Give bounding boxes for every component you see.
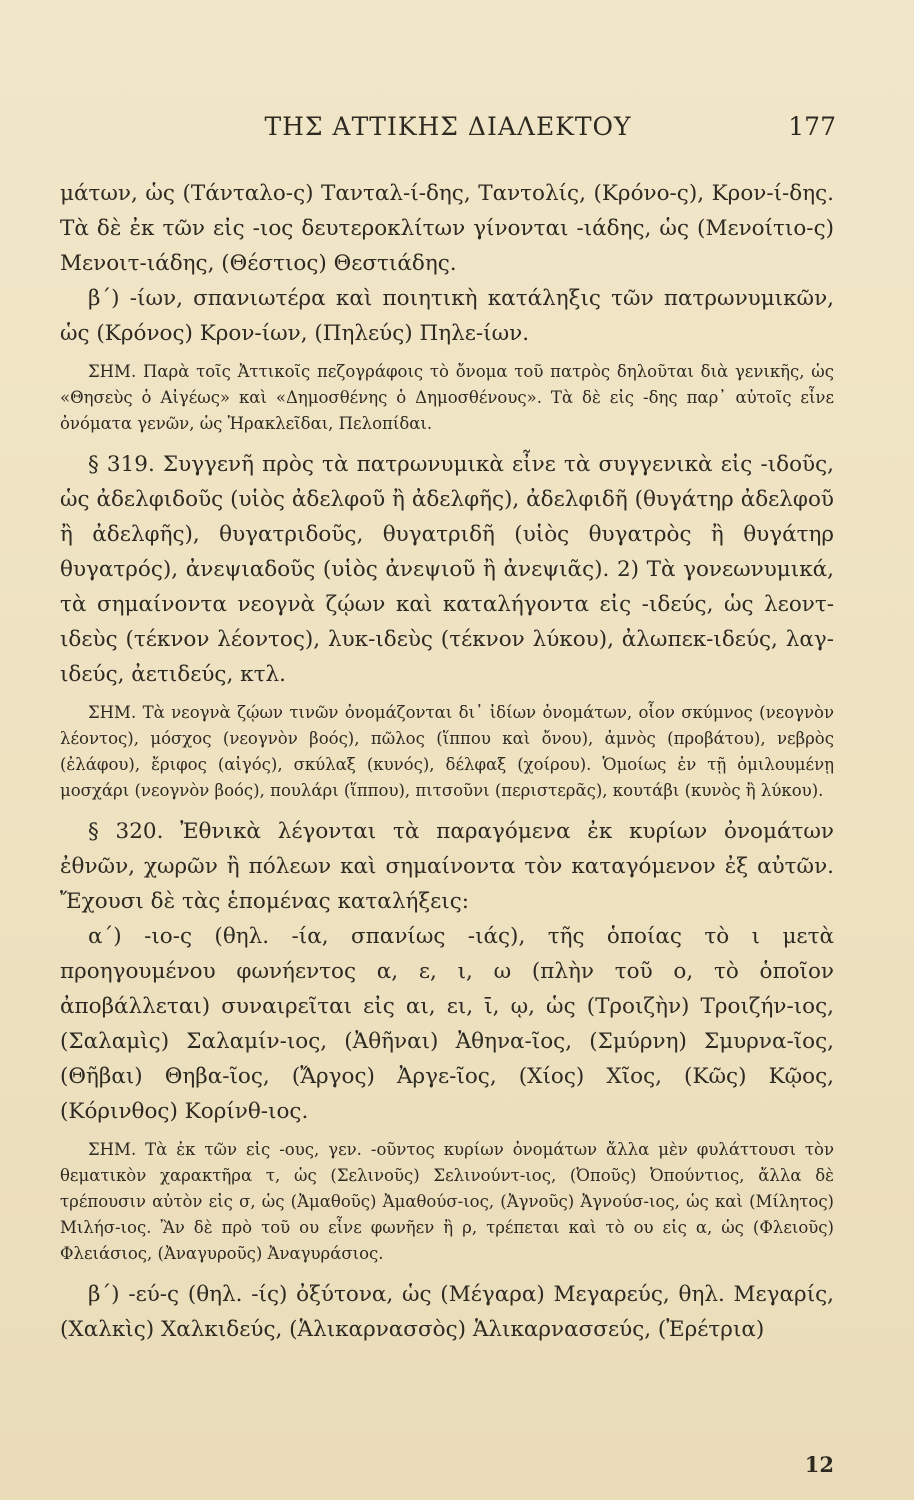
page-number: 177 <box>788 112 836 141</box>
note-young-animals: ΣΗΜ. Τὰ νεογνὰ ζῴων τινῶν ὀνομάζονται δι᾽ ἰδίων ὀνομάτων, οἷον σκύμνος (νεογνὸν λέοντος), μόσχος (νεογνὸν βοός), πῶλος (ἵππου καὶ ὄνου), ἀμνὸς (προβάτου), νεβρὸς (ἐλάφου), ἔριφος (αἰγός), σκύλαξ (κυνός), δέλφαξ (χοίρου). Ὁμοίως ἐν τῇ ὁμιλουμένῃ μοσχάρι (νεογνὸν βοός), πουλάρι (ἵππου), πιτσοῦνι (περιστερᾶς), κουτάβι (κυνὸς ἢ λύκου). <box>60 703 834 800</box>
note-attic-prose: ΣΗΜ. Παρὰ τοῖς Ἀττικοῖς πεζογράφοις τὸ ὄνομα τοῦ πατρὸς δηλοῦται διὰ γενικῆς, ὡς «Θησεὺς ὁ Αἰγέως» καὶ «Δημοσθένης ὁ Δημοσθένους». Τὰ δὲ εἰς -δης παρ᾽ αὐτοῖς εἶνε ὀνόματα γενῶν, ὡς Ἡρακλεῖδαι, Πελοπίδαι. <box>60 362 834 433</box>
paragraph-patronymic-idai: μάτων, ὡς (Τάνταλο-ς) Τανταλ-ί-δης, Ταντολίς, (Κρόνο-ς), Κρον-ί-δης. Τὰ δὲ ἐκ τῶν εἰς -ιος δευτεροκλίτων γίνονται -ιάδης, ὡς (Μενοίτιο-ς) Μενοιτ-ιάδης, (Θέστιος) Θεστιάδης. <box>60 181 834 276</box>
running-title: ΤΗΣ ΑΤΤΙΚΗΣ ΔΙΑΛΕΚΤΟΥ <box>264 112 632 141</box>
paragraph-patronymic-ion: β΄) -ίων, σπανιωτέρα καὶ ποιητικὴ κατάληξις τῶν πατρωνυμικῶν, ὡς (Κρόνος) Κρον-ίων, (Πηλεύς) Πηλε-ίων. <box>60 286 834 346</box>
signature-mark: 12 <box>804 1452 834 1477</box>
section-319: § 319. Συγγενῆ πρὸς τὰ πατρωνυμικὰ εἶνε τὰ συγγενικὰ εἰς -ιδοῦς, ὡς ἀδελφιδοῦς (υἱὸς ἀδελφοῦ ἢ ἀδελφῆς), ἀδελφιδῆ (θυγάτηρ ἀδελφοῦ ἢ ἀδελφῆς), θυγατριδοῦς, θυγατριδῆ (υἱὸς θυγατρὸς ἢ θυγάτηρ θυγατρός), ἀνεψιαδοῦς (υἱὸς ἀνεψιοῦ ἢ ἀνεψιᾶς). 2) Τὰ γονεωνυμικά, τὰ σημαίνοντα νεογνὰ ζῴων καὶ καταλήγοντα εἰς -ιδεύς, ὡς λεοντ-ιδεὺς (τέκνον λέοντος), λυκ-ιδεὺς (τέκνον λύκου), ἀλωπεκ-ιδεύς, λαγ-ιδεύς, ἀετιδεύς, κτλ. <box>60 452 834 687</box>
page-header <box>60 112 836 152</box>
note-ous-names: ΣΗΜ. Τὰ ἐκ τῶν εἰς -ους, γεν. -οῦντος κυρίων ὀνομάτων ἄλλα μὲν φυλάττουσι τὸν θεματικὸν χαρακτῆρα τ, ὡς (Σελινοῦς) Σελινούντ-ιος, (Ὀποῦς) Ὀπούντιος, ἄλλα δὲ τρέπουσιν αὐτὸν εἰς σ, ὡς (Ἀμαθοῦς) Ἀμαθούσ-ιος, (Ἀγνοῦς) Ἀγνούσ-ιος, ὡς καὶ (Μίλητος) Μιλήσ-ιος. Ἂν δὲ πρὸ τοῦ ου εἶνε φωνῆεν ἢ ρ, τρέπεται καὶ τὸ ου εἰς α, ὡς (Φλειοῦς) Φλειάσιος, (Ἀναγυροῦς) Ἀναγυράσιος. <box>60 1140 834 1263</box>
section-320: § 320. Ἐθνικὰ λέγονται τὰ παραγόμενα ἐκ κυρίων ὀνομάτων ἐθνῶν, χωρῶν ἢ πόλεων καὶ σημαίνοντα τὸν καταγόμενον ἐξ αὐτῶν. Ἔχουσι δὲ τὰς ἑπομένας καταλήξεις: <box>60 819 834 914</box>
page-body <box>60 176 834 1347</box>
paragraph-ending-ios: α΄) -ιο-ς (θηλ. -ία, σπανίως -ιάς), τῆς ὁποίας τὸ ι μετὰ προηγουμένου φωνήεντος α, ε, ι, ω (πλὴν τοῦ ο, τὸ ὁποῖον ἀποβάλλεται) συναιρεῖται εἰς αι, ει, ῑ, ῳ, ὡς (Τροιζὴν) Τροιζήν-ιος, (Σαλαμὶς) Σαλαμίν-ιος, (Ἀθῆναι) Ἀθηνα-ῖος, (Σμύρνη) Σμυρνα-ῖος, (Θῆβαι) Θηβα-ῖος, (Ἄργος) Ἀργε-ῖος, (Χίος) Χῖος, (Κῶς) Κῷος, (Κόρινθος) Κορίνθ-ιος. <box>60 924 834 1124</box>
paragraph-ending-eus: β΄) -εύ-ς (θηλ. -ίς) ὀξύτονα, ὡς (Μέγαρα) Μεγαρεύς, θηλ. Μεγαρίς, (Χαλκὶς) Χαλκιδεύς, (Ἁλικαρνασσὸς) Ἁλικαρνασσεύς, (Ἐρέτρια) <box>60 1282 834 1342</box>
